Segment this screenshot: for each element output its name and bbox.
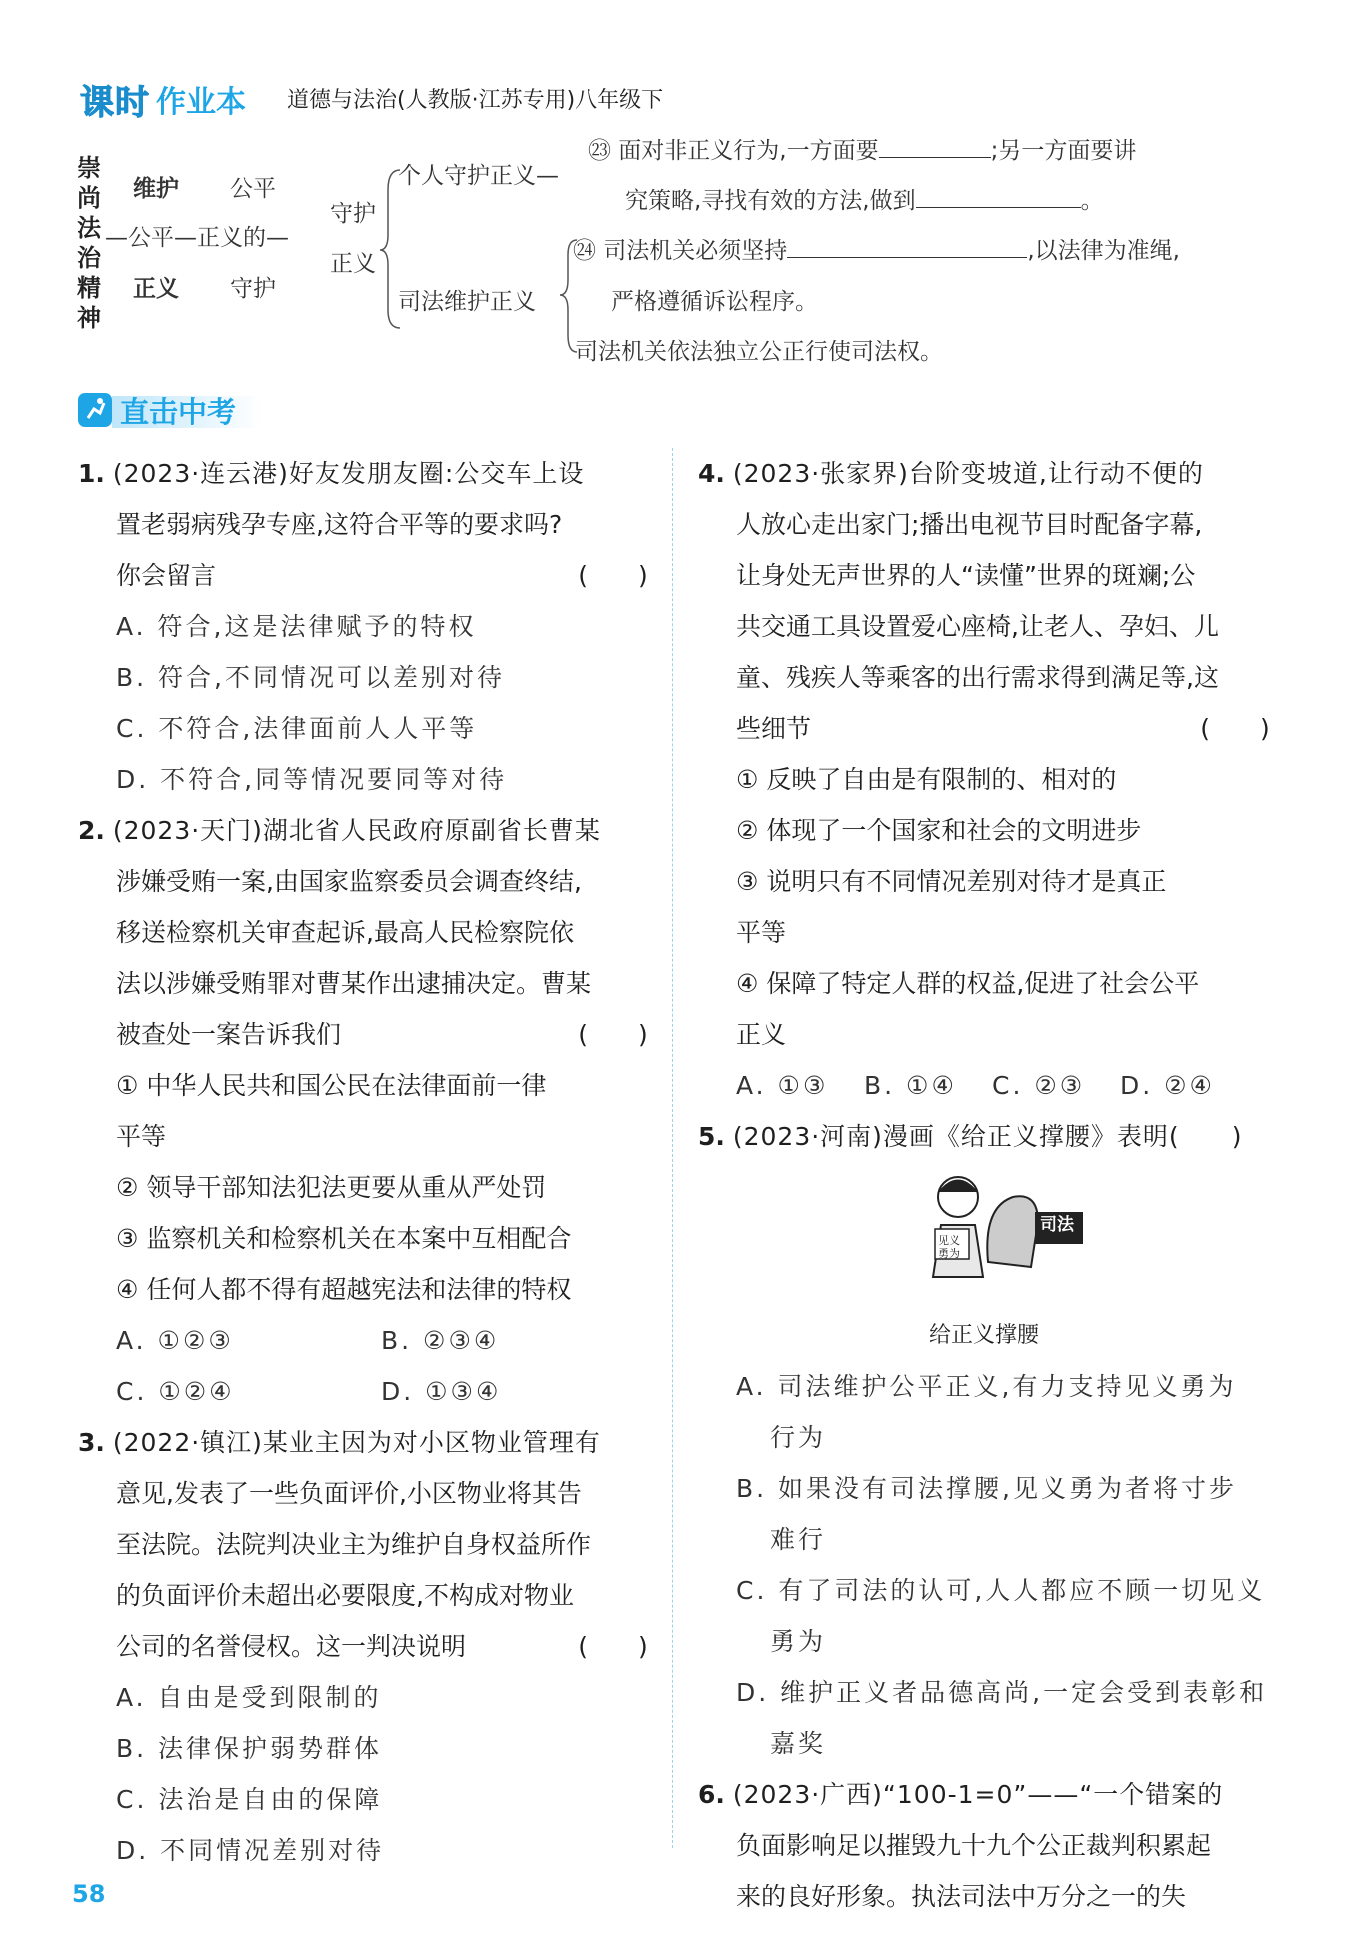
blank-23a[interactable]	[879, 157, 991, 158]
subject-title: 道德与法治(人教版·江苏专用)八年级下	[287, 88, 664, 113]
option[interactable]: B. ②③④	[381, 1326, 500, 1355]
statement: ④ 任何人都不得有超越宪法和法律的特权	[116, 1275, 572, 1304]
cartoon-tag-text: 司法	[1040, 1215, 1074, 1235]
mm-item23-line2: 究策略,寻找有效的方法,做到 。	[625, 188, 1104, 214]
statement: ③ 说明只有不同情况差别对待才是真正	[736, 867, 1167, 896]
statement: ④ 保障了特定人群的权益,促进了社会公平	[736, 969, 1200, 998]
mm-item25: 司法机关依法独立公正行使司法权。	[575, 339, 943, 365]
mm-branch-personal: 个人守护正义—	[398, 163, 559, 189]
option[interactable]: D. 不同情况差别对待	[116, 1836, 385, 1865]
column-divider	[672, 448, 673, 1848]
mm-item24-line2: 严格遵循诉讼程序。	[611, 289, 818, 315]
statement: 平等	[116, 1122, 167, 1151]
mm-zhengyi2: 正义	[330, 251, 376, 277]
statement: ① 反映了自由是有限制的、相对的	[736, 765, 1117, 794]
right-column	[698, 448, 1270, 1922]
answer-paren[interactable]: ( )	[1200, 714, 1270, 743]
option[interactable]: C. ②③	[992, 1071, 1086, 1100]
option[interactable]: A. ①②③	[116, 1326, 234, 1355]
cartoon-caption: 给正义撑腰	[928, 1323, 1039, 1348]
answer-paren[interactable]: ( )	[578, 1020, 648, 1049]
option[interactable]: B. 符合,不同情况可以差别对待	[116, 663, 505, 692]
option[interactable]: D. 维护正义者品德高尚,一定会受到表彰和	[736, 1678, 1268, 1707]
option[interactable]: B. ①④	[864, 1071, 957, 1100]
option[interactable]: B. 法律保护弱势群体	[116, 1734, 383, 1763]
mm-middle: —公平—正义的—	[105, 225, 289, 251]
option[interactable]: A. 司法维护公平正义,有力支持见义勇为	[736, 1372, 1237, 1401]
mindmap-vertical-title: 崇尚法治精神	[77, 154, 101, 332]
logo-main: 课时	[80, 82, 150, 123]
cartoon-area	[698, 1162, 1270, 1310]
option[interactable]: B. 如果没有司法撑腰,见义勇为者将寸步	[736, 1474, 1237, 1503]
statement: 正义	[736, 1020, 787, 1049]
statement: ① 中华人民共和国公民在法律面前一律	[116, 1071, 547, 1100]
option[interactable]: D. ②④	[1120, 1071, 1215, 1100]
question-2: 2. (2023·天门)湖北省人民政府原副省长曹某 涉嫌受贿一案,由国家监察委员会调查终结, 移送检察机关审查起诉,最高人民检察院依 法以涉嫌受贿罪对曹某作出逮捕决定。曹某 被查处一案告诉我们 ( ) ① 中华人民共和国公民在法律面前一律 平等 ② 领导干部知法犯法更要从重从严处罚 ③ 监察机关和检察机关在本案中互相配合 ④ 任何人都不得有超越宪法和法律的特权 A. ①②③ B. ②③④ C. ①②④ D. ①③④	[78, 805, 648, 1417]
mm-item23-line1: ㉓ 面对非正义行为,一方面要 ;另一方面要讲	[588, 138, 1137, 164]
logo-sub: 作业本	[156, 85, 246, 120]
left-column	[78, 448, 648, 1876]
question-3: 3. (2022·镇江)某业主因为对小区物业管理有 意见,发表了一些负面评价,小区物业将其告 至法院。法院判决业主为维护自身权益所作 的负面评价未超出必要限度,不构成对物业 公司的名誉侵权。这一判决说明 ( ) A. 自由是受到限制的 B. 法律保护弱势群体 C. 法治是自由的保障 D. 不同情况差别对待	[78, 1417, 648, 1876]
option[interactable]: D. ①③④	[381, 1377, 502, 1406]
question-5: 5. (2023·河南)漫画《给正义撑腰》表明( ) 见义勇为 司法 给正义撑腰 A. 司法维护公平正义,有力支持见义勇为 行为 B. 如果没有司法撑腰,见义勇为者将寸步 难行 C. 有了司法的认可,人人都应不顾一切见义 勇为 D. 维护正义者品德高尚,一定会受到表彰和 嘉奖	[698, 1111, 1270, 1769]
statement: 平等	[736, 918, 787, 947]
statement: ② 领导干部知法犯法更要从重从严处罚	[116, 1173, 547, 1202]
option[interactable]: D. 不符合,同等情况要同等对待	[116, 765, 508, 794]
running-icon	[78, 393, 112, 427]
option[interactable]: A. 自由是受到限制的	[116, 1683, 382, 1712]
mm-weihu: 维护	[133, 176, 179, 202]
mm-shouhu: 守护	[230, 276, 276, 302]
question-6: 6. (2023·广西)“100-1=0”——“一个错案的 负面影响足以摧毁九十九个公正裁判积累起 来的良好形象。执法司法中万分之一的失	[698, 1780, 1224, 1911]
option[interactable]: C. ①②④	[116, 1377, 235, 1406]
mm-gongping: 公平	[230, 176, 276, 202]
answer-paren[interactable]: ( )	[578, 561, 648, 590]
mm-branch-judicial: 司法维护正义	[398, 289, 536, 315]
mm-shouhu2: 守护	[330, 201, 376, 227]
question-1: 1. (2023·连云港)好友发朋友圈:公交车上设 置老弱病残孕专座,这符合平等的要求吗? 你会留言 ( ) A. 符合,这是法律赋予的特权 B. 符合,不同情况可以差别对待 C. 不符合,法律面前人人平等 D. 不符合,同等情况要同等对待	[78, 448, 648, 805]
book-logo	[80, 78, 246, 123]
section-title: 直击中考	[120, 395, 237, 429]
cartoon-sign-text: 见义勇为	[938, 1234, 960, 1260]
page-number: 58	[72, 1880, 106, 1908]
option[interactable]: C. 不符合,法律面前人人平等	[116, 714, 478, 743]
mm-item24-line1: ㉔ 司法机关必须坚持 ,以法律为准绳,	[573, 238, 1180, 264]
option[interactable]: C. 法治是自由的保障	[116, 1785, 383, 1814]
question-4: 4. (2023·张家界)台阶变坡道,让行动不便的 人放心走出家门;播出电视节目时配备字幕, 让身处无声世界的人“读懂”世界的斑斓;公 共交通工具设置爱心座椅,让老人、孕妇、儿 童、残疾人等乘客的出行需求得到满足等,这 些细节 ( ) ① 反映了自由是有限制的、相对的 ② 体现了一个国家和社会的文明进步 ③ 说明只有不同情况差别对待才是真正 平等 ④ 保障了特定人群的权益,促进了社会公平 正义 A. ①③ B. ①④ C. ②③ D. ②④	[698, 448, 1270, 1111]
statement: ③ 监察机关和检察机关在本案中互相配合	[116, 1224, 572, 1253]
mm-zhengyi: 正义	[133, 276, 179, 302]
blank-24[interactable]	[787, 257, 1027, 258]
option[interactable]: C. 有了司法的认可,人人都应不顾一切见义	[736, 1576, 1266, 1605]
blank-23b[interactable]	[916, 207, 1081, 208]
option[interactable]: A. 符合,这是法律赋予的特权	[116, 612, 477, 641]
option[interactable]: A. ①③	[736, 1071, 829, 1100]
statement: ② 体现了一个国家和社会的文明进步	[736, 816, 1142, 845]
answer-paren[interactable]: ( )	[578, 1632, 648, 1661]
